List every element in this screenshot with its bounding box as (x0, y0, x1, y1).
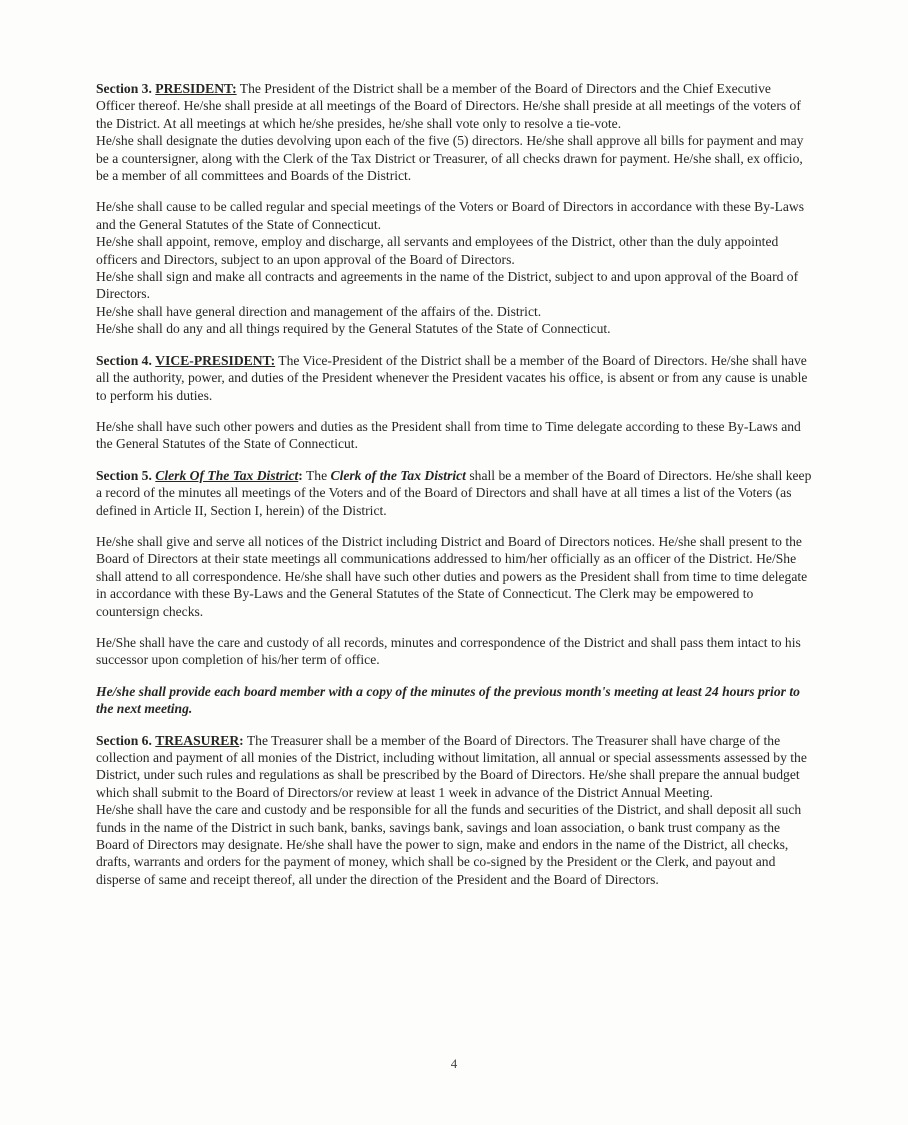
section-5-text-1a: The (302, 467, 331, 483)
section-4-text-1: The Vice-President of the District shall be a member of the Board of Directors. He/she shall have all the authority, power, and duties of the President whenever the President vacates his office, is absent or from any cause is unable to perform his duties. (96, 352, 808, 403)
section-5-label: Section 5. (96, 467, 152, 483)
section-4-label: Section 4. (96, 352, 152, 368)
section-5-paragraph-3: He/She shall have the care and custody of all records, minutes and correspondence of the District and shall pass them intact to his successor upon completion of his/her term of office. (96, 634, 801, 668)
section-6-paragraph-2: He/she shall have the care and custody and be responsible for all the funds and securities of the District, and shall deposit all such funds in the name of the District in such bank, banks, savings bank, savings and loan association, o bank trust company as the Board of Directors may designate. He/she shall have the power to sign, make and endors in the name of the District, all checks, drafts, warrants and orders for the payment of money, which shall be co-signed by the President or the Clerk, and payout and disperse of same and receipt thereof, all under the direction of the President and the Board of Directors. (96, 802, 802, 887)
section-3-paragraph-4: He/she shall appoint, remove, employ and discharge, all servants and employees of the District, other than the duly appointed officers and Directors, subject to an upon approval of the Board of Directors. (96, 234, 779, 267)
section-5-text-1b: shall be a member of the Board of Directors. He/she shall keep a record of the minutes all meetings of the Voters and of the Board of Directors and shall have at all times a list of the Voters (as defined in Article II, Section I, herein) of the District. (96, 467, 812, 518)
section-3-paragraph-6: He/she shall have general direction and management of the affairs of the. District. (96, 303, 542, 319)
section-5-paragraph-4: He/she shall provide each board member with a copy of the minutes of the previous month's meeting at least 24 hours prior to the next meeting. (96, 683, 800, 717)
section-5-colon: : (298, 467, 303, 483)
section-3-paragraph-7: He/she shall do any and all things required by the General Statutes of the State of Connecticut. (96, 321, 611, 337)
section-5-clerk-emphasis: Clerk of the Tax District (330, 467, 466, 483)
section-5-paragraph-2: He/she shall give and serve all notices of the District including District and Board of Directors notices. He/she shall present to the Board of Directors at their state meetings all communications addressed to him/her officially as an officer of the District. He/She shall attend to all correspondence. He/she shall have such other duties and powers as the President shall from time to time delegate in accordance with these By-Laws and the General Statutes of the State of Connecticut. The Clerk may be empowered to countersign checks. (96, 533, 808, 619)
section-5-paragraph-1 (96, 467, 812, 519)
section-4-paragraph-1 (96, 352, 812, 404)
section-3-paragraph-3: He/she shall cause to be called regular and special meetings of the Voters or Board of Directors in accordance with these By-Laws and the General Statutes of the State of Connecticut. (96, 199, 805, 232)
section-3-paragraph-1 (96, 80, 812, 132)
section-6-text-1: The Treasurer shall be a member of the Board of Directors. The Treasurer shall have charge of the collection and payment of all monies of the District, including without limitation, all annual or special assessments assessed by the District, under such rules and regulations as shall be prescribed by the Board of Directors. He/she shall prepare the annual budget which shall submit to the Board of Directors/or review at least 1 week in advance of the District Annual Meeting. (96, 732, 807, 800)
section-6-colon: : (239, 732, 244, 748)
section-3-paragraph-5: He/she shall sign and make all contracts and agreements in the name of the District, subject to and upon approval of the Board of Directors. (96, 269, 799, 302)
section-6-label: Section 6. (96, 732, 152, 748)
section-3-title: PRESIDENT: (155, 81, 237, 96)
section-3-text-1: The President of the District shall be a member of the Board of Directors and the Chief Executive Officer thereof. He/she shall preside at all meetings of the Board of Directors. He/she shall preside at all meetings of the voters of the District. At all meetings at which he/she presides, he/she shall vote only to resolve a tie-vote. (96, 81, 801, 131)
section-3-label: Section 3. (96, 81, 152, 96)
page-number: 4 (450, 1056, 458, 1071)
section-3-paragraph-2: He/she shall designate the duties devolving upon each of the five (5) directors. He/she shall approve all bills for payment and may be a countersigner, along with the Clerk of the Tax District or Treasurer, of all checks drawn for payment. He/she shall, ex officio, be a member of all committees and Boards of the District. (96, 133, 804, 184)
section-5-title: Clerk Of The Tax District (155, 467, 299, 483)
section-4-title: VICE-PRESIDENT: (155, 352, 276, 368)
section-6-title: TREASURER (155, 732, 240, 748)
section-6-paragraph-1 (96, 732, 812, 802)
section-4-paragraph-2: He/she shall have such other powers and duties as the President shall from time to Time delegate according to these By-Laws and the General Statutes of the State of Connecticut. (96, 418, 801, 452)
